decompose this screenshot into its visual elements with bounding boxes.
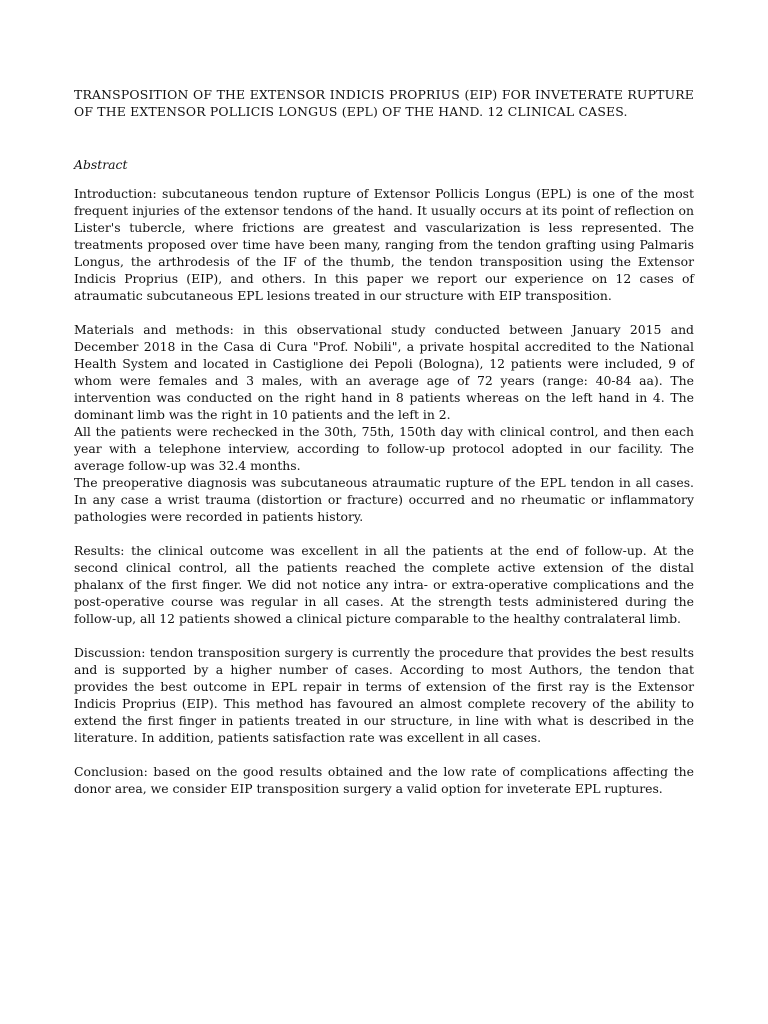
abstract-heading: Abstract xyxy=(74,157,128,172)
methods-paragraph-3: The preoperative diagnosis was subcutaneous atraumatic rupture of the EPL tendon in all cases. In any case a wrist trauma (distortion or fracture) occurred and no rheumatic or inflammatory pathologies were recorded in patients history. xyxy=(74,475,694,524)
document-page xyxy=(74,86,694,797)
methods-paragraph-1: Materials and methods: in this observational study conducted between January 2015 and December 2018 in the Casa di Cura "Prof. Nobili", a private hospital accredited to the National Health System and located in Castiglione dei Pepoli (Bologna), 12 patients were included, 9 of whom were females and 3 males, with an average age of 72 years (range: 40-84 aa). The intervention was conducted on the right hand in 8 patients whereas on the left hand in 4. The dominant limb was the right in 10 patients and the left in 2. xyxy=(74,322,694,422)
discussion-paragraph: Discussion: tendon transposition surgery is currently the procedure that provides the best results and is supported by a higher number of cases. According to most Authors, the tendon that provides the best outcome in EPL repair in terms of extension of the first ray is the Extensor Indicis Proprius (EIP). This method has favoured an almost complete recovery of the ability to extend the first finger in patients treated in our structure, in line with what is described in the literature. In addition, patients satisfaction rate was excellent in all cases. xyxy=(74,645,694,745)
introduction-paragraph: Introduction: subcutaneous tendon rupture of Extensor Pollicis Longus (EPL) is one of the most frequent injuries of the extensor tendons of the hand. It usually occurs at its point of reflection on Lister's tubercle, where frictions are greatest and vascularization is less represented. The treatments proposed over time have been many, ranging from the tendon grafting using Palmaris Longus, the arthrodesis of the IF of the thumb, the tendon transposition using the Extensor Indicis Proprius (EIP), and others. In this paper we report our experience on 12 cases of atraumatic subcutaneous EPL lesions treated in our structure with EIP transposition. xyxy=(74,186,694,303)
results-paragraph: Results: the clinical outcome was excellent in all the patients at the end of follow-up. At the second clinical control, all the patients reached the complete active extension of the distal phalanx of the first finger. We did not notice any intra- or extra-operative complications and the post-operative course was regular in all cases. At the strength tests administered during the follow-up, all 12 patients showed a clinical picture comparable to the healthy contralateral limb. xyxy=(74,543,694,626)
conclusion-paragraph: Conclusion: based on the good results obtained and the low rate of complications affecting the donor area, we consider EIP transposition surgery a valid option for inveterate EPL ruptures. xyxy=(74,764,694,796)
paper-title: TRANSPOSITION OF THE EXTENSOR INDICIS PROPRIUS (EIP) FOR INVETERATE RUPTURE OF THE EXTENSOR POLLICIS LONGUS (EPL) OF THE HAND. 12 CLINICAL CASES. xyxy=(74,87,694,119)
methods-paragraph-2: All the patients were rechecked in the 30th, 75th, 150th day with clinical control, and then each year with a telephone interview, according to follow-up protocol adopted in our facility. The average follow-up was 32.4 months. xyxy=(74,424,694,473)
